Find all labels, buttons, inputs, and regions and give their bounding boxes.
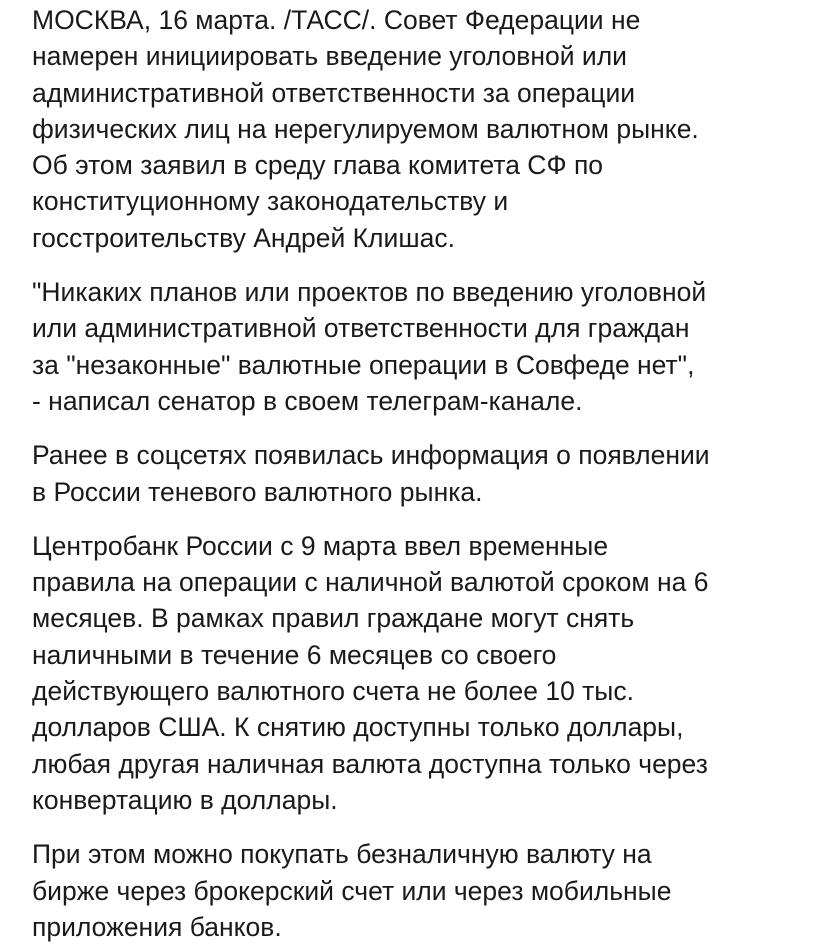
- text-line: или административной ответственности для граждан: [32, 313, 690, 344]
- text-line: действующего валютного счета не более 10 тыс.: [32, 676, 634, 707]
- text-line: - написал сенатор в своем телеграм-канале.: [32, 385, 583, 416]
- article-paragraph-2: [32, 274, 804, 419]
- text-line: МОСКВА, 16 марта. /ТАСС/. Совет Федерации не: [32, 5, 641, 35]
- text-line: Центробанк России с 9 марта ввел временные: [32, 530, 609, 561]
- text-line: При этом можно покупать безналичную валюту на: [32, 839, 652, 870]
- text-line: "Никаких планов или проектов по введению уголовной: [32, 277, 707, 308]
- text-line: в России теневого валютного рынка.: [32, 476, 483, 507]
- text-line: любая другая наличная валюта доступна только через: [32, 748, 708, 779]
- text-line: конституционному законодательству и: [32, 186, 509, 217]
- text-line: Ранее в соцсетях появилась информация о появлении: [32, 440, 710, 471]
- text-line: бирже через брокерский счет или через мобильные: [32, 875, 672, 906]
- text-line: физических лиц на нерегулируемом валютном рынке.: [32, 113, 699, 144]
- text-line: долларов США. К снятию доступны только доллары,: [32, 712, 684, 743]
- article-paragraph-1: [32, 2, 804, 256]
- text-line: Об этом заявил в среду глава комитета СФ по: [32, 150, 604, 181]
- article-paragraph-5: [32, 836, 804, 945]
- text-line: правила на операции с наличной валютой сроком на 6: [32, 567, 709, 598]
- text-line: конвертацию в доллары.: [32, 784, 338, 815]
- text-line: административной ответственности за операции: [32, 77, 636, 108]
- text-line: месяцев. В рамках правил граждане могут снять: [32, 603, 635, 634]
- news-article: [0, 2, 828, 945]
- text-line: наличными в течение 6 месяцев со своего: [32, 639, 557, 670]
- text-line: за "незаконные" валютные операции в Совфеде нет",: [32, 349, 695, 380]
- text-line: приложения банков.: [32, 911, 282, 942]
- text-line: намерен инициировать введение уголовной или: [32, 41, 627, 72]
- article-paragraph-3: [32, 437, 804, 510]
- text-line: госстроительству Андрей Клишас.: [32, 222, 455, 253]
- article-paragraph-4: [32, 528, 804, 818]
